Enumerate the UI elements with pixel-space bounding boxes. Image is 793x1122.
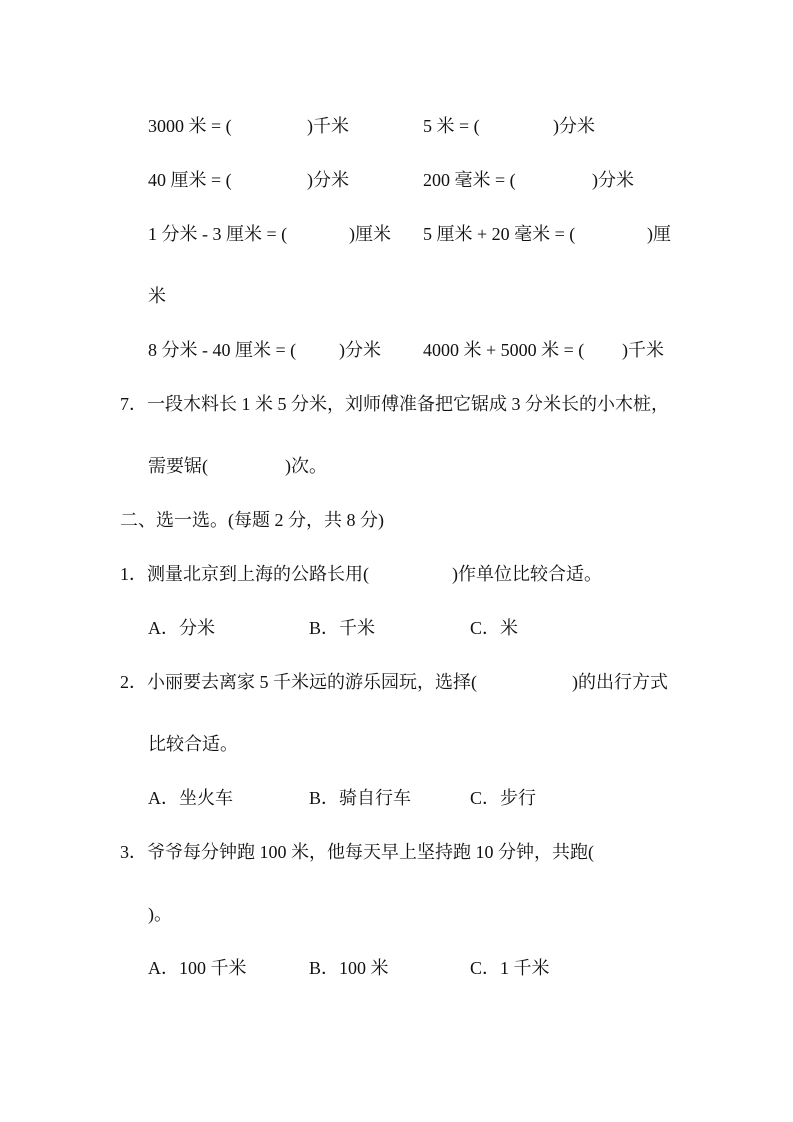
mc-question-2-cont: 比较合适。 <box>148 734 238 754</box>
conversion-4b-unit: )千米 <box>622 340 664 360</box>
conversion-2b: 200 毫米 = ( <box>423 170 516 190</box>
mc-3-option-c: C．1 千米 <box>470 958 550 978</box>
conversion-4b: 4000 米 + 5000 米 = ( <box>423 340 585 360</box>
question-7-end: )次。 <box>285 456 327 476</box>
mc-question-2-end: )的出行方式 <box>572 672 668 692</box>
mc-question-3-cont: )。 <box>148 904 172 924</box>
mc-question-1: 1．测量北京到上海的公路长用( <box>120 564 369 584</box>
mc-2-option-a: A．坐火车 <box>148 788 233 808</box>
conversion-3b: 5 厘米 + 20 毫米 = ( <box>423 224 576 244</box>
mc-3-option-a: A．100 千米 <box>148 958 247 978</box>
section-title: 二、选一选。(每题 2 分，共 8 分) <box>120 510 384 530</box>
mc-3-option-b: B．100 米 <box>309 958 389 978</box>
mc-1-option-c: C．米 <box>470 618 519 638</box>
conversion-3a-unit: )厘米 <box>349 224 391 244</box>
conversion-3b-unit: )厘 <box>647 224 671 244</box>
conversion-3a: 1 分米 - 3 厘米 = ( <box>148 224 288 244</box>
conversion-1a-unit: )千米 <box>307 116 349 136</box>
conversion-4a: 8 分米 - 40 厘米 = ( <box>148 340 297 360</box>
conversion-1a: 3000 米 = ( <box>148 116 232 136</box>
question-7: 7．一段木料长 1 米 5 分米，刘师傅准备把它锯成 3 分米长的小木桩， <box>120 394 669 414</box>
mc-2-option-b: B．骑自行车 <box>309 788 412 808</box>
conversion-3b-unit-wrap: 米 <box>148 286 166 306</box>
question-7-cont: 需要锯( <box>148 456 208 476</box>
conversion-2a-unit: )分米 <box>307 170 349 190</box>
mc-question-1-end: )作单位比较合适。 <box>452 564 602 584</box>
mc-1-option-b: B．千米 <box>309 618 376 638</box>
conversion-1b: 5 米 = ( <box>423 116 480 136</box>
mc-question-2: 2．小丽要去离家 5 千米远的游乐园玩，选择( <box>120 672 477 692</box>
mc-2-option-c: C．步行 <box>470 788 537 808</box>
mc-1-option-a: A．分米 <box>148 618 215 638</box>
mc-question-3: 3．爷爷每分钟跑 100 米，他每天早上坚持跑 10 分钟，共跑( <box>120 842 594 862</box>
conversion-1b-unit: )分米 <box>553 116 595 136</box>
conversion-2b-unit: )分米 <box>592 170 634 190</box>
conversion-2a: 40 厘米 = ( <box>148 170 232 190</box>
conversion-4a-unit: )分米 <box>339 340 381 360</box>
